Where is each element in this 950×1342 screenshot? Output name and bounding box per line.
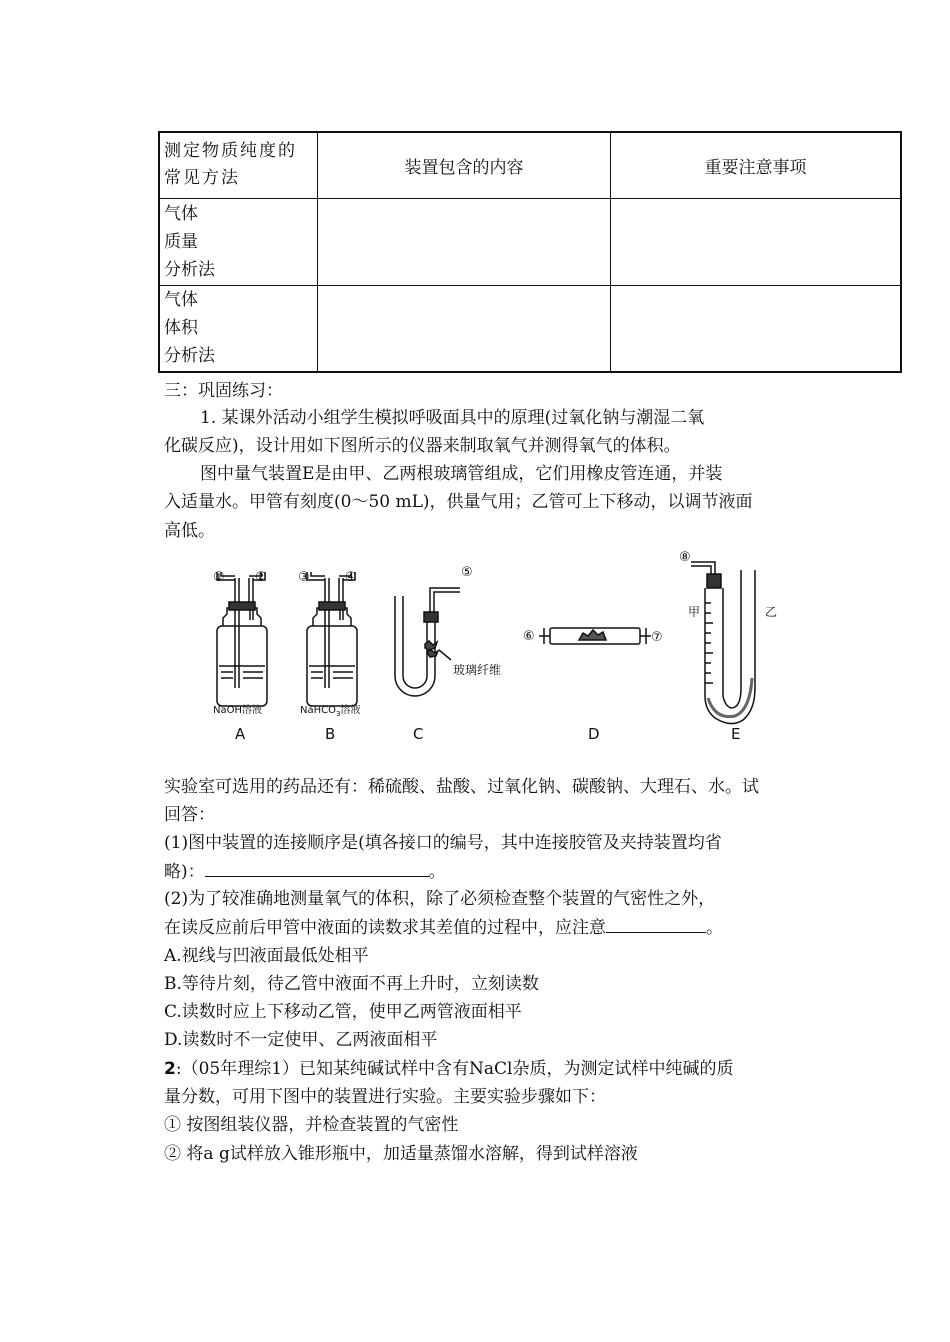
bottle-a-label: NaOH溶液 [213, 705, 262, 716]
letter-d: D [588, 725, 600, 743]
answer-blank-2[interactable] [606, 913, 706, 933]
q2-line1: 2:（05年理综1）已知某纯碱试样中含有NaCl杂质，为测定试样中纯碱的质 [164, 1059, 734, 1079]
q1-sub2-line2: 在读反应前后甲管中液面的读数求其差值的过程中，应注意 。 [164, 913, 723, 942]
method-cell: 气体 体积 分析法 [159, 285, 318, 372]
letter-c: C [413, 725, 424, 743]
table-header-row [159, 132, 901, 198]
tube-jia-label: 甲 [688, 605, 701, 619]
port-6-label: ⑥ [523, 629, 535, 644]
device-cell [318, 285, 611, 372]
q2-step1: ① 按图组装仪器，并检查装置的气密性 [164, 1115, 459, 1135]
notes-cell [611, 198, 902, 285]
bottle-b [307, 572, 357, 706]
port-4-label: ④ [345, 570, 357, 585]
option-d: D.读数时不一定使甲、乙两液面相平 [164, 1030, 438, 1050]
q1-paragraph1-line2: 化碳反应)，设计用如下图所示的仪器来制取氧气并测得氧气的体积。 [164, 436, 681, 456]
port-8-label: ⑧ [679, 550, 691, 565]
notes-cell [611, 285, 902, 372]
glass-fiber-label: 玻璃纤维 [453, 663, 502, 677]
option-c: C.读数时应上下移动乙管，使甲乙两管液面相平 [164, 1002, 522, 1022]
option-b: B.等待片刻，待乙管中液面不再上升时，立刻读数 [164, 974, 539, 994]
tube-yi-label: 乙 [765, 605, 778, 619]
methods-table [158, 131, 902, 373]
header-device-content: 装置包含的内容 [318, 132, 611, 198]
bottle-a [217, 572, 267, 706]
q1-paragraph2-line1: 图中量气装置E是由甲、乙两根玻璃管组成，它们用橡皮管连通，并装 [200, 464, 723, 484]
table-row [159, 198, 901, 285]
header-notes: 重要注意事项 [611, 132, 902, 198]
letter-a: A [235, 725, 246, 743]
reagents-line1: 实验室可选用的药品还有：稀硫酸、盐酸、过氧化钠、碳酸钠、大理石、水。试 [164, 777, 759, 797]
letter-b: B [325, 725, 336, 743]
port-1-label: ① [213, 570, 225, 585]
q2-line2: 量分数，可用下图中的装置进行实验。主要实验步骤如下： [164, 1087, 606, 1107]
q1-paragraph2-line2: 入适量水。甲管有刻度(0～50 mL)，供量气用；乙管可上下移动，以调节液面 [164, 492, 753, 512]
table-row [159, 285, 901, 372]
port-7-label: ⑦ [651, 630, 663, 645]
answer-blank-1[interactable] [205, 857, 429, 877]
q1-paragraph2-line3: 高低。 [164, 521, 215, 541]
q1-sub2-line1: (2)为了较准确地测量氧气的体积，除了必须检查整个装置的气密性之外， [164, 889, 716, 909]
apparatus-figure [195, 548, 810, 748]
reagents-line2: 回答： [164, 805, 215, 825]
u-tube-c [395, 588, 460, 696]
port-5-label: ⑤ [461, 565, 473, 580]
option-a: A.视线与凹液面最低处相平 [164, 946, 369, 966]
q2-step2: ② 将a g试样放入锥形瓶中，加适量蒸馏水溶解，得到试样溶液 [164, 1144, 638, 1164]
q1-paragraph1-line1: 1. 某课外活动小组学生模拟呼吸面具中的原理(过氧化钠与潮湿二氧 [200, 408, 705, 428]
bottle-b-label: NaHCO$_3$溶液 [300, 705, 361, 718]
method-cell: 气体 质量 分析法 [159, 198, 318, 285]
device-cell [318, 198, 611, 285]
letter-e: E [731, 725, 741, 743]
tube-d [539, 628, 651, 644]
gas-burette-e [691, 562, 755, 724]
port-3-label: ③ [298, 570, 310, 585]
q1-sub1-line1: (1)图中装置的连接顺序是(填各接口的编号，其中连接胶管及夹持装置均省 [164, 833, 722, 853]
q1-sub1-line2: 略)： 。 [164, 857, 446, 886]
header-method: 测定物质纯度的 常见方法 [159, 132, 318, 198]
port-2-label: ② [255, 570, 267, 585]
section-title: 三：巩固练习： [164, 381, 283, 401]
